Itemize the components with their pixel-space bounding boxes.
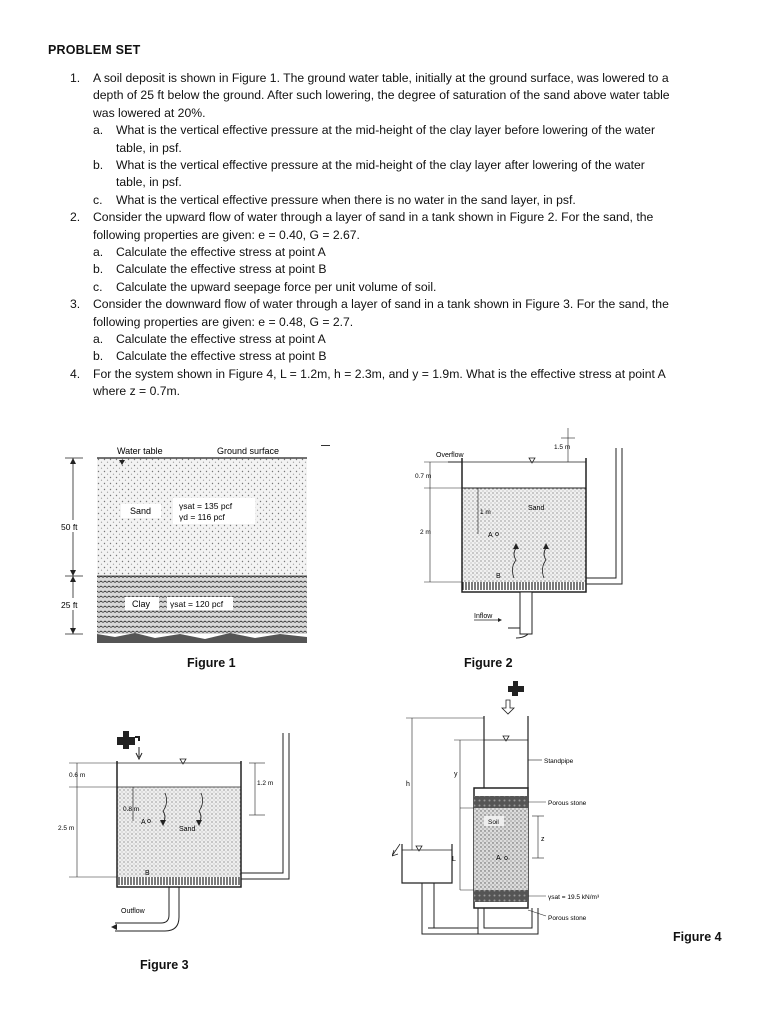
sub-question-letter: b. [93,158,104,172]
porous-stone-bottom-label: Porous stone [548,915,587,922]
gsat-label: γsat = 19.5 kN/m³ [548,894,600,901]
head-dim: 1.5 m [554,444,571,451]
water-depth-dim: 0.6 m [69,772,86,779]
problem-number: 1. [70,71,81,85]
clay-gsat: γsat = 120 pcf [170,599,224,609]
standpipe-label: Standpipe [544,758,574,765]
problem-text-line: Consider the downward flow of water through a layer of sand in a tank shown in Figure 3. For the sand, the [93,297,669,312]
sand-layer [462,488,586,582]
figure-1 [55,440,315,655]
sub-question-text-line: table, in psf. [116,140,182,155]
point-a: A [496,855,501,862]
point-b: B [496,573,501,580]
clay-thickness: 25 ft [61,600,78,610]
head-dim: 1.2 m [257,780,274,787]
z-dim: z [541,836,545,843]
sub-question-letter: a. [93,332,104,346]
sub-question-letter: a. [93,123,104,138]
water-depth-dim: 0.7 m [415,473,432,480]
sub-question-letter: a. [93,245,104,259]
sub-question-letter: b. [93,349,104,364]
problem-text-line: For the system shown in Figure 4, L = 1.2m, h = 2.3m, and y = 1.9m. What is the effective stress at point A [93,366,666,381]
figure-2-caption: Figure 2 [464,656,513,670]
sand-depth-dim: 2.5 m [58,825,75,832]
problem-text-line: following properties are given: e = 0.48, G = 2.7. [93,314,354,329]
figure-3 [55,725,305,940]
sand-label: Sand [130,506,152,516]
sub-question-text-line: Calculate the effective stress at point A [116,332,326,346]
problem-number: 4. [70,366,81,381]
problem-number: 2. [70,210,81,225]
soil-label: Soil [488,819,499,826]
sub-question-letter: c. [93,279,103,294]
problem-text-line: where z = 0.7m. [93,384,181,399]
porous-plate [117,877,241,885]
ground-surface-label: Ground surface [217,446,280,456]
inflow-pipe [520,592,532,634]
problem-text-line: depth of 25 ft below the ground. After such lowering, the degree of saturation of the sand above water table [93,88,670,103]
figure-3-caption: Figure 3 [140,958,189,972]
sand-label: Sand [528,505,545,512]
sand-depth-dim: 2 m [420,529,431,536]
problem-text-line: A soil deposit is shown in Figure 1. The ground water table, initially at the ground surface, was lowered to a [93,71,669,85]
sub-question-text-line: Calculate the effective stress at point B [116,262,327,277]
problem-text-line: Consider the upward flow of water through a layer of sand in a tank shown in Figure 2. For the sand, the [93,210,654,225]
porous-stone-top-label: Porous stone [548,800,587,807]
figure-1-caption: Figure 1 [187,656,236,670]
outflow-label: Outflow [121,908,145,915]
clay-label: Clay [132,599,151,609]
faucet-icon [117,737,135,749]
bedrock [97,633,307,643]
point-a-depth-dim: 1 m [480,509,491,516]
sub-question-text-line: What is the vertical effective pressure when there is no water in the sand layer, in psf. [116,192,576,207]
sub-question-text-line: Calculate the upward seepage force per unit volume of soil. [116,279,437,294]
sand-gd: γd = 116 pcf [179,512,225,522]
problem-text-line: following properties are given: e = 0.40, G = 2.67. [93,227,360,242]
problem-text-line: was lowered at 20%. [93,105,206,120]
overflow-label: Overflow [436,452,464,459]
sub-question-text-line: Calculate the effective stress at point B [116,349,327,364]
point-b: B [145,870,150,877]
sub-question-text-line: What is the vertical effective pressure at the mid-height of the clay layer before lowering of the water [116,123,655,138]
sub-question-letter: b. [93,262,104,277]
water-table-label: Water table [117,446,163,456]
sub-question-text-line: table, in psf. [116,175,182,190]
point-a-depth-dim: 0.8 m [123,806,140,813]
porous-stone-top [474,796,528,808]
porous-plate [462,582,586,590]
h-dim: h [406,781,410,788]
faucet-icon [508,686,524,696]
sub-question-text-line: Calculate the effective stress at point A [116,245,326,259]
sub-question-letter: c. [93,192,103,207]
figure-4-caption: Figure 4 [673,930,722,944]
point-a: A [488,532,493,539]
L-dim: L [452,856,456,863]
porous-stone-bottom [474,890,528,902]
sub-question-text-line: What is the vertical effective pressure at the mid-height of the clay layer after lowering of the water [116,158,645,172]
y-dim: y [454,771,458,778]
stray-dash [321,445,330,446]
sand-gsat: γsat = 135 pcf [179,501,233,511]
figure-4 [392,678,642,950]
sand-thickness: 50 ft [61,522,78,532]
problem-number: 3. [70,297,81,312]
figure-2 [408,428,658,653]
inflow-label: Inflow [474,613,493,620]
sand-label: Sand [179,826,196,833]
point-a: A [141,819,146,826]
page-title: PROBLEM SET [48,43,141,57]
